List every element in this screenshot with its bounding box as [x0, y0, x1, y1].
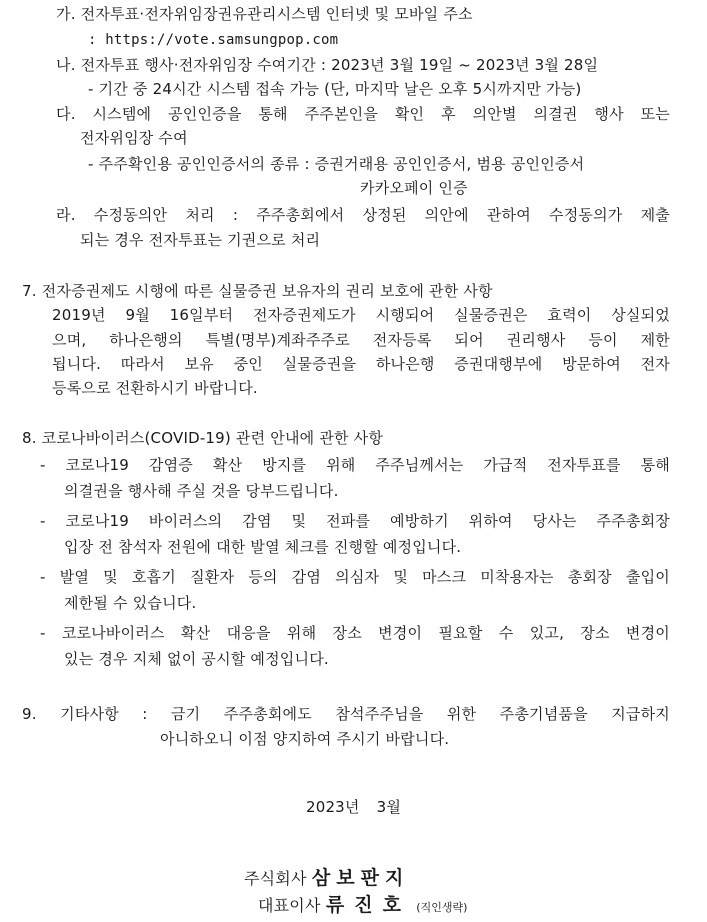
- section-8-bullet: - 코로나19 감염증 확산 방지를 위해 주주님께서는 가급적 전자투표를 통해: [40, 456, 670, 474]
- section-7-title: 7. 전자증권제도 시행에 따른 실물증권 보유자의 권리 보호에 관한 사항: [22, 282, 493, 300]
- company-name: 삼보판지: [311, 867, 410, 889]
- item-da-text: 다. 시스템에 공인인증을 통해 주주본인을 확인 후 의안별 의결권 행사 또는: [56, 105, 670, 123]
- section-8-bullet-cont: 의결권을 행사해 주실 것을 당부드립니다.: [64, 482, 339, 500]
- item-da-subtext: - 주주확인용 공인인증서의 종류 : 증권거래용 공인인증서, 범용 공인인증서: [88, 155, 585, 173]
- seal-omitted-note: (직인생략): [416, 901, 468, 914]
- item-ra-text-cont: 되는 경우 전자투표는 기권으로 처리: [80, 231, 321, 249]
- section-8-bullet: - 코로나바이러스 확산 대응을 위해 장소 변경이 필요할 수 있고, 장소 변경이: [40, 624, 670, 642]
- item-da-subtext-cont: 카카오페이 인증: [360, 179, 468, 197]
- item-na-text: 나. 전자투표 행사·전자위임장 수여기간 : 2023년 3월 19일 ~ 2023년 3월 28일: [56, 56, 599, 74]
- section-8-title: 8. 코로나바이러스(COVID-19) 관련 안내에 관한 사항: [22, 429, 384, 447]
- notice-date: 2023년 3월: [305, 798, 402, 816]
- section-9-text-cont: 아니하오니 이점 양지하여 주시기 바랍니다.: [160, 730, 450, 748]
- section-8-bullet-cont: 제한될 수 있습니다.: [64, 594, 197, 612]
- section-7-paragraph-line: 2019년 9월 16일부터 전자증권제도가 시행되어 실물증권은 효력이 상실되었: [52, 306, 670, 324]
- ceo-line: [258, 895, 467, 918]
- section-8-bullet-cont: 있는 경우 지체 없이 공시할 예정입니다.: [64, 650, 329, 668]
- section-8-bullet-cont: 입장 전 참석자 전원에 대한 발열 체크를 진행할 예정입니다.: [64, 538, 462, 556]
- section-7-paragraph-line: 으며, 하나은행의 특별(명부)계좌주주로 전자등록 되어 권리행사 등이 제한: [52, 331, 670, 349]
- item-ga-text: 가. 전자투표·전자위임장권유관리시스템 인터넷 및 모바일 주소: [56, 5, 473, 23]
- vote-url: : https://vote.samsungpop.com: [88, 32, 339, 48]
- ceo-name: 류진호: [325, 894, 411, 916]
- section-8-bullet: - 코로나19 바이러스의 감염 및 전파를 예방하기 위하여 당사는 주주총회장: [40, 512, 670, 530]
- company-prefix: 주식회사: [244, 869, 307, 888]
- company-line: [244, 868, 409, 889]
- ceo-title: 대표이사: [258, 896, 321, 915]
- item-ra-text: 라. 수정동의안 처리 : 주주총회에서 상정된 의안에 관하여 수정동의가 제출: [56, 206, 670, 224]
- section-9-text: 9. 기타사항 : 금기 주주총회에도 참석주주님을 위한 주총기념품을 지급하지: [22, 705, 670, 723]
- section-7-paragraph-line: 등록으로 전환하시기 바랍니다.: [52, 379, 258, 397]
- section-7-paragraph-line: 됩니다. 따라서 보유 중인 실물증권을 하나은행 증권대행부에 방문하여 전자: [52, 355, 670, 373]
- section-8-bullet: - 발열 및 호흡기 질환자 등의 감염 의심자 및 마스크 미착용자는 총회장 출입이: [40, 568, 670, 586]
- item-na-subtext: - 기간 중 24시간 시스템 접속 가능 (단, 마지막 날은 오후 5시까지만 가능): [88, 80, 582, 98]
- item-da-text-cont: 전자위임장 수여: [80, 129, 188, 147]
